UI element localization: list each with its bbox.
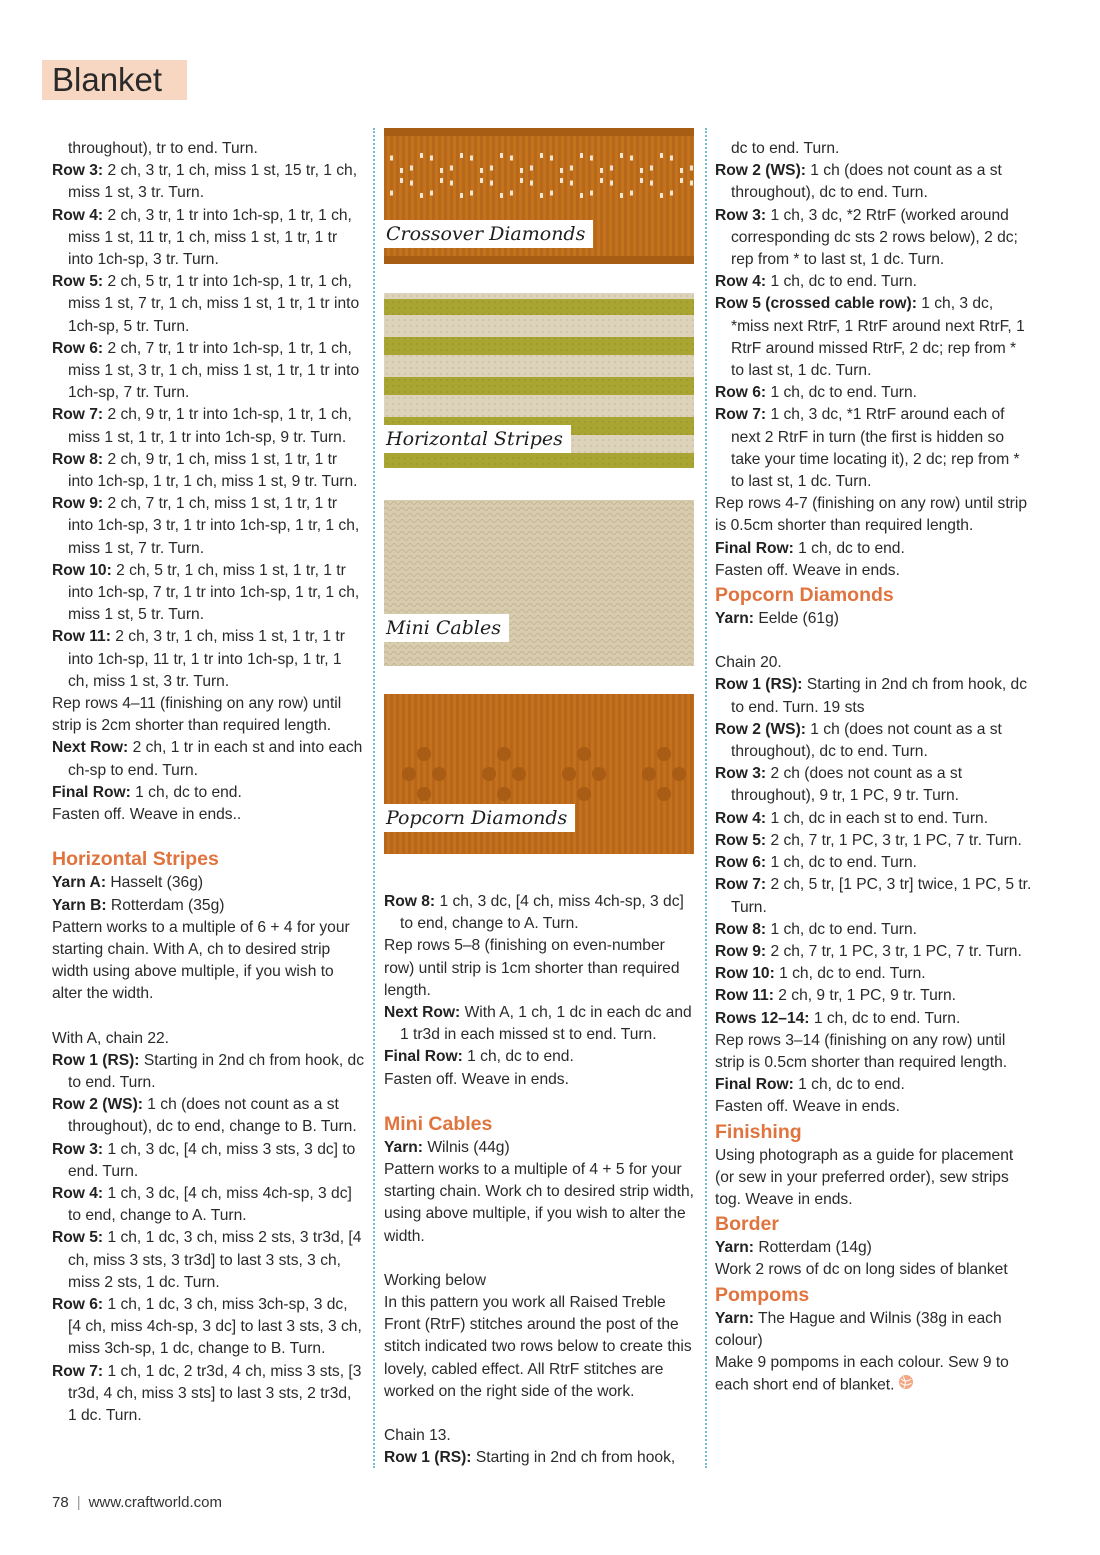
row-text: 1 ch, dc to end. Turn. [809,1009,961,1027]
eyelet [570,181,573,186]
eyelet [460,193,463,198]
pattern-row [52,782,364,804]
section-heading: Border [715,1213,779,1236]
yarn-line [52,895,364,917]
eyelet [660,153,663,158]
eyelet [570,166,573,171]
row-label: Final Row: [715,539,794,557]
row-text: 2 ch, 9 tr, 1 PC, 9 tr. Turn. [773,987,956,1005]
eyelet [600,178,603,183]
yarn-text: Eelde (61g) [754,610,839,628]
eyelet [510,191,513,196]
popcorn-bobble [657,747,671,761]
paragraph: Chain 20. [715,654,782,672]
swatch-crossover-diamonds [384,128,694,264]
swatch-caption: Popcorn Diamonds [384,804,575,832]
row-text: Starting in 2nd ch from hook, [471,1449,676,1467]
pattern-row [715,271,1033,293]
eyelet [420,193,423,198]
column-2 [384,891,696,1469]
paragraph: Fasten off. Weave in ends. [384,1070,569,1088]
eyelet [390,156,393,161]
paragraph: Fasten off. Weave in ends. [715,1098,900,1116]
eyelet [530,181,533,186]
page-number: 78 [52,1494,69,1511]
row-label: Row 7: [715,406,767,424]
pattern-row [384,1002,696,1046]
row-label: Row 7: [52,1362,104,1380]
paragraph [715,1352,1033,1397]
eyelet [470,156,473,161]
paragraph: Rep rows 4–11 (finishing on any row) until strip is 2cm shorter than required length. [52,695,342,735]
row-label: Row 10: [52,561,112,579]
row-label: Row 3: [715,765,767,783]
row-label: Row 1 (RS): [52,1051,140,1069]
pattern-row [52,1361,364,1428]
popcorn-bobble [592,767,606,781]
row-text: 1 ch, 3 dc, *1 RtrF around each of next 2 RtrF in turn (the first is hidden so take your time locating it), 2 dc; rep from * to last st, 1 dc. Turn. [731,406,1020,491]
eyelet [620,193,623,198]
section-title: Blanket [42,60,187,100]
yarn-label: Yarn A: [52,874,107,892]
popcorn-bobble [642,767,656,781]
pattern-row [715,674,1033,718]
row-label: Row 9: [715,942,767,960]
row-text: 2 ch, 5 tr, 1 ch, miss 1 st, 1 tr, 1 tr into 1ch-sp, 7 tr, 1 tr into 1ch-sp, 1 tr, 1 ch, miss 1 st, 5 tr. Turn. [68,561,360,624]
row-text: 2 ch, 7 tr, 1 ch, miss 1 st, 1 tr, 1 tr into 1ch-sp, 3 tr, 1 tr into 1ch-sp, 1 tr, 1 ch, miss 1 st, 7 tr. Turn. [68,495,360,557]
row-label: Next Row: [52,739,129,757]
row-label: Row 11: [715,987,774,1005]
pattern-row [715,404,1033,493]
eyelet [490,166,493,171]
section-heading: Mini Cables [384,1112,493,1135]
paragraph: Pattern works to a multiple of 4 + 5 for your starting chain. Work ch to desired strip width, using above multiple, if you wish to alter the width. [384,1161,694,1245]
eyelet [500,153,503,158]
eyelet [440,168,443,173]
paragraph: Working below [384,1271,486,1289]
pattern-row [52,1094,364,1138]
eyelet [630,156,633,161]
row-text: 1 ch, dc to end. Turn. [766,384,917,402]
eyelet [650,181,653,186]
section-heading: Horizontal Stripes [52,848,219,871]
pattern-row [384,1046,696,1068]
popcorn-bobble [432,767,446,781]
pattern-row [52,1294,364,1361]
eyelet [390,191,393,196]
eyelet [540,153,543,158]
eyelet [480,168,483,173]
eyelet [520,168,523,173]
swatch-horizontal-stripes [384,293,694,468]
row-text: 1 ch (does not count as a st throughout), dc to end, change to B. Turn. [68,1096,357,1136]
row-text: 1 ch (does not count as a st throughout), dc to end. Turn. [731,162,1002,202]
yarn-line [52,872,364,894]
eyelet [660,193,663,198]
eyelet [630,191,633,196]
website-link[interactable]: www.craftworld.com [88,1494,222,1511]
pattern-row [52,160,364,204]
eyelet [610,166,613,171]
row-text: 2 ch, 3 tr, 1 ch, miss 1 st, 15 tr, 1 ch, miss 1 st, 3 tr. Turn. [68,162,358,202]
row-text: 2 ch, 9 tr, 1 ch, miss 1 st, 1 tr, 1 tr into 1ch-sp, 1 tr, 1 ch, miss 1 st, 9 tr. Turn. [68,450,358,491]
row-text: 2 ch, 3 tr, 1 tr into 1ch-sp, 1 tr, 1 ch, miss 1 st, 11 tr, 1 ch, miss 1 st, 1 tr, 1 tr into 1ch-sp, 3 tr. Turn. [68,206,352,269]
row-text: 1 ch, dc to end. [793,539,905,557]
row-label: Row 5: [715,831,767,849]
paragraph: Rep rows 4-7 (finishing on any row) until strip is 0.5cm shorter than required length. [715,495,1028,535]
row-text: 2 ch, 3 tr, 1 ch, miss 1 st, 1 tr, 1 tr into 1ch-sp, 11 tr, 1 tr into 1ch-sp, 1 tr, 1 ch, miss 1 st, 3 tr. Turn. [68,628,345,690]
eyelet [590,156,593,161]
pattern-row [52,1050,364,1094]
row-text: 1 ch, dc to end. Turn. [766,854,917,872]
pattern-row [52,493,364,560]
row-label: Row 4: [52,206,104,224]
column-divider [373,128,375,1468]
yarn-line [715,1237,1033,1259]
row-text: 1 ch, 1 dc, 3 ch, miss 3ch-sp, 3 dc, [4 ch, miss 4ch-sp, 3 dc] to last 3 sts, 3 ch, miss 3ch-sp, 1 dc, change to B. Turn. [68,1295,362,1358]
pompom-text: Make 9 pompoms in each colour. Sew 9 to each short end of blanket. [715,1353,1009,1394]
pattern-row [715,205,1033,272]
pattern-row [52,1139,364,1183]
popcorn-bobble [577,747,591,761]
paragraph: Fasten off. Weave in ends. [715,561,900,579]
eyelet [640,178,643,183]
popcorn-bobble [497,747,511,761]
row-text: 1 ch, 1 dc, 3 ch, miss 2 sts, 3 tr3d, [4 ch, miss 3 sts, 3 tr3d] to last 3 sts, 3 ch, miss 2 sts, 1 dc. Turn. [68,1229,362,1291]
eyelet [520,178,523,183]
eyelet [450,181,453,186]
eyelet [590,191,593,196]
yarn-line [715,1308,1033,1352]
pattern-row [52,404,364,448]
row-label: Next Row: [384,1004,461,1022]
yarn-label: Yarn: [715,610,754,628]
eyelet [680,178,683,183]
row-label: Row 11: [52,628,111,646]
eyelet [560,178,563,183]
paragraph: Rep rows 5–8 (finishing on even-number row) until strip is 1cm shorter than required length. [384,937,680,999]
pattern-row [52,1227,364,1294]
pattern-row [715,808,1033,830]
row-label: Row 5 (crossed cable row): [715,295,917,313]
row-text: 1 ch, 3 dc, [4 ch, miss 4ch-sp, 3 dc] to end, change to A. Turn. [68,1184,352,1225]
row-label: Row 3: [715,206,767,224]
popcorn-bobble [417,747,431,761]
pattern-row [52,626,364,693]
row-label: Row 2 (WS): [52,1096,143,1114]
row-text: 2 ch, 5 tr, 1 tr into 1ch-sp, 1 tr, 1 ch, miss 1 st, 7 tr, 1 ch, miss 1 st, 1 tr, 1 tr into 1ch-sp, 5 tr. Turn. [68,273,360,335]
pattern-row [384,1447,696,1469]
page-footer: 78 | www.craftworld.com [52,1494,222,1511]
eyelet [540,193,543,198]
popcorn-bobble [497,787,511,801]
row-text: 1 ch, dc to end. [462,1048,574,1066]
pattern-row [52,737,364,781]
pattern-row [384,891,696,935]
eyelet [650,166,653,171]
eyelet [550,191,553,196]
row-text: 1 ch, 3 dc, *2 RtrF (worked around corresponding dc sts 2 rows below), 2 dc; rep from * to last st, 1 dc. Turn. [731,206,1018,269]
paragraph: Rep rows 3–14 (finishing on any row) until strip is 0.5cm shorter than required length. [715,1031,1008,1071]
pattern-row [52,1183,364,1227]
paragraph: Pattern works to a multiple of 6 + 4 for your starting chain. With A, ch to desired strip width using above multiple, if you wish to alter the width. [52,918,350,1003]
row-text: 2 ch (does not count as a st throughout), 9 tr, 1 PC, 9 tr. Turn. [731,765,963,805]
pattern-row [715,852,1033,874]
eyelet [510,156,513,161]
row-text: 1 ch, dc to end. Turn. [766,273,917,291]
row-text: Starting in 2nd ch from hook, dc to end. Turn. 19 sts [731,676,1027,716]
yarn-ball-icon [898,1374,914,1397]
row-label: Row 8: [52,450,104,468]
popcorn-bobble [672,767,686,781]
pattern-row [715,941,1033,963]
row-text: 2 ch, 7 tr, 1 PC, 3 tr, 1 PC, 7 tr. Turn. [766,831,1022,849]
row-label: Row 10: [715,965,775,983]
eyelet [610,181,613,186]
eyelet [430,191,433,196]
row-label: Row 6: [52,339,104,357]
eyelet [460,153,463,158]
eyelet [550,156,553,161]
row-text: 1 ch, dc in each st to end. Turn. [766,809,989,827]
row-label: Row 2 (WS): [715,720,806,738]
pattern-row [52,271,364,338]
row-label: Row 7: [715,876,767,894]
yarn-text: Hasselt (36g) [106,874,204,892]
row-text: 1 ch, 3 dc, *miss next RtrF, 1 RtrF around next RtrF, 1 RtrF around missed RtrF, 2 dc; rep from * to last st, 1 dc. Turn. [731,295,1025,380]
row-text: 2 ch, 1 tr in each st and into each ch-sp to end. Turn. [68,739,363,779]
pattern-row [715,160,1033,204]
row-label: Final Row: [384,1048,463,1066]
yarn-label: Yarn: [384,1138,423,1156]
popcorn-bobble [657,787,671,801]
yarn-text: Rotterdam (35g) [106,896,225,914]
pattern-row [715,719,1033,763]
row-label: Row 3: [52,1140,104,1158]
row-text: 2 ch, 9 tr, 1 tr into 1ch-sp, 1 tr, 1 ch, miss 1 st, 1 tr, 1 tr into 1ch-sp, 9 tr. Turn. [68,406,352,446]
pattern-row [715,382,1033,404]
paragraph: Chain 13. [384,1427,451,1445]
paragraph: With A, chain 22. [52,1029,170,1047]
paragraph: Fasten off. Weave in ends.. [52,806,242,824]
swatch-caption: Mini Cables [384,614,509,642]
section-heading: Finishing [715,1120,802,1143]
row-label: Row 6: [715,384,767,402]
yarn-label: Yarn: [715,1309,754,1327]
row-label: Row 8: [715,920,767,938]
pattern-row [715,963,1033,985]
section-heading: Pompoms [715,1283,810,1306]
pattern-row [715,293,1033,382]
swatch-caption: Crossover Diamonds [384,220,593,248]
pattern-row [715,830,1033,852]
row-label: Row 3: [52,162,104,180]
eyelet [480,178,483,183]
paragraph: Using photograph as a guide for placement (or sew in your preferred order), sew strips tog. Weave in ends. [715,1146,1014,1208]
eyelet [420,153,423,158]
section-heading: Popcorn Diamonds [715,584,894,607]
eyelet [620,153,623,158]
row-text: With A, 1 ch, 1 dc in each dc and 1 tr3d in each missed st to end. Turn. [400,1004,692,1044]
eyelet [450,166,453,171]
eyelet [500,193,503,198]
popcorn-bobble [482,767,496,781]
eyelet [600,168,603,173]
row-text: 1 ch, dc to end. [793,1076,905,1094]
eyelet [400,168,403,173]
row-text: 2 ch, 7 tr, 1 PC, 3 tr, 1 PC, 7 tr. Turn. [766,942,1022,960]
row-label: Row 4: [715,273,767,291]
pattern-row [715,919,1033,941]
yarn-line [384,1137,696,1159]
row-text: 1 ch, dc to end. Turn. [766,920,917,938]
row-label: Row 7: [52,406,104,424]
row-label: Row 4: [52,1184,104,1202]
row-label: Row 6: [52,1295,104,1313]
row-label: Final Row: [715,1076,794,1094]
swatch-caption: Horizontal Stripes [384,425,571,453]
eyelet [470,191,473,196]
paragraph: throughout), tr to end. Turn. [68,140,258,157]
row-label: Row 8: [384,893,436,910]
eyelet [430,156,433,161]
column-3 [715,138,1033,1397]
paragraph: In this pattern you work all Raised Treble Front (RtrF) stitches around the post of the stitch indicated two rows below to create this lovely, cabled effect. All RtrF stitches are worked on the right side of the work. [384,1294,692,1400]
paragraph: dc to end. Turn. [731,140,840,157]
eyelet [680,168,683,173]
row-text: 1 ch, 3 dc, [4 ch, miss 4ch-sp, 3 dc] to end, change to A. Turn. [400,893,684,933]
eyelet [490,181,493,186]
yarn-text: Rotterdam (14g) [754,1239,872,1257]
yarn-line [715,608,1033,630]
row-text: 1 ch (does not count as a st throughout), dc to end. Turn. [731,720,1002,761]
pattern-row [52,205,364,272]
eyelet [400,178,403,183]
swatch-popcorn-diamonds [384,694,694,854]
row-text: 1 ch, 3 dc, [4 ch, miss 3 sts, 3 dc] to end. Turn. [68,1140,356,1180]
popcorn-bobble [512,767,526,781]
yarn-label: Yarn: [715,1239,754,1257]
eyelet [640,168,643,173]
eyelet [670,191,673,196]
column-divider [705,128,707,1468]
yarn-text: Wilnis (44g) [423,1138,510,1156]
eyelet [410,166,413,171]
row-label: Row 1 (RS): [384,1449,472,1467]
pattern-row [715,538,1033,560]
row-label: Row 4: [715,809,767,827]
eyelet [670,156,673,161]
row-label: Row 5: [52,1229,104,1247]
eyelet [410,181,413,186]
eyelet [580,193,583,198]
pattern-row [52,449,364,493]
row-label: Row 1 (RS): [715,676,803,694]
pattern-row [715,1074,1033,1096]
row-label: Row 9: [52,495,104,513]
pattern-row [715,985,1033,1007]
pattern-row [52,338,364,405]
row-text: 1 ch, dc to end. Turn. [774,965,926,983]
eyelet [560,168,563,173]
eyelet [690,166,693,171]
row-label: Row 5: [52,273,104,291]
eyelet [690,181,693,186]
row-label: Row 6: [715,854,767,872]
pattern-row [715,1008,1033,1030]
row-text: 2 ch, 5 tr, [1 PC, 3 tr] twice, 1 PC, 5 tr. Turn. [731,876,1032,916]
eyelet [530,166,533,171]
paragraph: Work 2 rows of dc on long sides of blanket [715,1261,1008,1279]
row-label: Rows 12–14: [715,1009,810,1027]
pattern-row [715,763,1033,807]
row-label: Final Row: [52,783,131,801]
row-text: 1 ch, dc to end. [130,783,242,801]
pattern-row [52,560,364,627]
row-label: Row 2 (WS): [715,162,806,180]
eyelet [440,178,443,183]
swatch-mini-cables [384,500,694,666]
yarn-text: The Hague and Wilnis (38g in each colour) [715,1309,1002,1349]
row-text: 2 ch, 7 tr, 1 tr into 1ch-sp, 1 tr, 1 ch, miss 1 st, 3 tr, 1 ch, miss 1 st, 1 tr, 1 tr into 1ch-sp, 7 tr. Turn. [68,339,360,402]
row-text: 1 ch, 1 dc, 2 tr3d, 4 ch, miss 3 sts, [3 tr3d, 4 ch, miss 3 sts] to last 3 sts, 2 tr3d, 1 dc. Turn. [68,1362,362,1424]
pattern-row [715,874,1033,918]
row-text: Starting in 2nd ch from hook, dc to end. Turn. [68,1051,364,1091]
eyelet [580,153,583,158]
popcorn-bobble [402,767,416,781]
popcorn-bobble [562,767,576,781]
column-1 [52,138,364,1427]
yarn-label: Yarn B: [52,896,107,914]
popcorn-bobble [417,787,431,801]
popcorn-bobble [577,787,591,801]
